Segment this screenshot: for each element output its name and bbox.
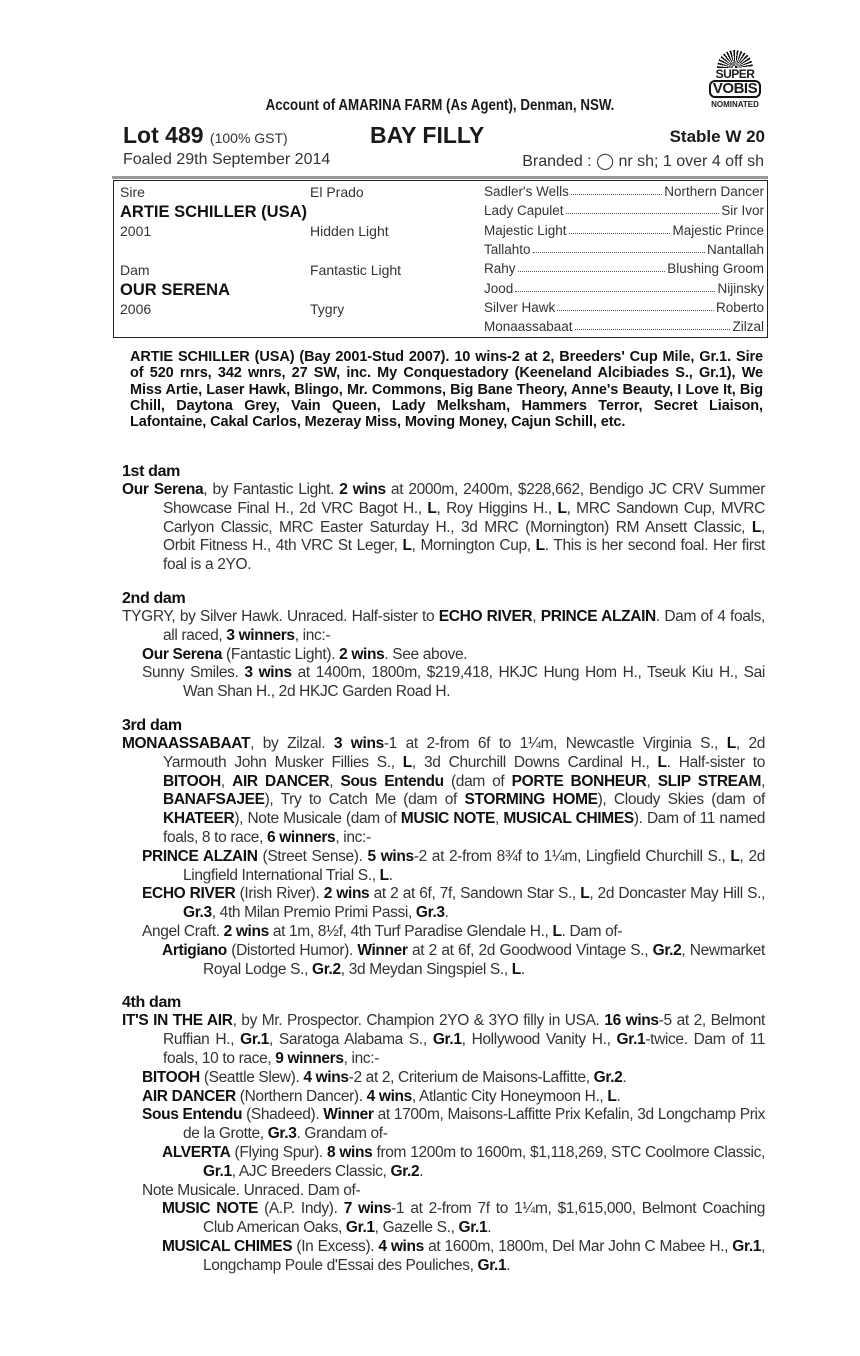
bold-text: 3 wins [333, 734, 384, 752]
ancestor: Tallahto [484, 241, 531, 257]
bold-text: BANAFSAJEE [163, 791, 265, 809]
dot-leader [533, 242, 705, 253]
bold-text: Our Serena [122, 481, 204, 498]
horse-sex-colour: BAY FILLY [370, 122, 485, 148]
text: , [532, 607, 541, 625]
dam-label: Dam [120, 262, 150, 278]
bold-text: 3 wins [244, 664, 292, 682]
bold-text: Gr.1 [458, 1219, 488, 1237]
sire-label: Sire [120, 184, 145, 200]
text: ), Note Musicale (dam of [234, 810, 401, 828]
pedigree-entry [122, 1238, 765, 1276]
bold-text: L [402, 537, 412, 555]
bold-text: BITOOH [163, 772, 221, 790]
text: , 2d Yarmouth John Musker Fillies S., [163, 734, 765, 771]
bold-text: Gr.1 [203, 1162, 232, 1180]
text: . Half-sister to [666, 753, 765, 771]
text: . See above. [384, 645, 468, 663]
pedigree-ancestor-row [484, 300, 764, 315]
text: , inc:- [294, 626, 331, 644]
section-heading: 1st dam [122, 463, 181, 480]
bold-text: 16 wins [604, 1012, 659, 1030]
bold-text: L [557, 499, 567, 517]
stable-location: Stable W 20 [669, 127, 765, 146]
text: , [495, 810, 504, 828]
text: (Irish River). [235, 885, 324, 903]
text: . This is her second foal. Her first foal is a 2YO. [163, 537, 765, 574]
text: at 2 at 6f, 2d Goodwood Vintage S., [407, 941, 653, 959]
text: Angel Craft. [142, 922, 224, 940]
bold-text: L [379, 866, 389, 884]
text: . Grandam of- [296, 1125, 388, 1143]
bold-text: 4 wins [303, 1068, 349, 1086]
sire-dam: Hidden Light [310, 223, 389, 239]
bold-text: MUSIC NOTE [162, 1200, 258, 1218]
section-heading: 2nd dam [122, 589, 186, 607]
foaled-date: Foaled 29th September 2014 [123, 151, 331, 168]
text: , AJC Breeders Classic, [231, 1162, 391, 1180]
text: at 2 at 6f, 7f, Sandown Star S., [369, 885, 581, 903]
pedigree-entry [122, 664, 765, 702]
text: ). Dam of 11 named foals, 8 to race, [163, 810, 766, 846]
text: at 1600m, 1800m, Del Mar John C Mabee H., [423, 1237, 733, 1255]
bold-text: 2 wins [223, 922, 269, 940]
text: , [646, 772, 658, 790]
text: -1 at 2-from 6f to 1¼m, Newcastle Virginia S., [383, 734, 727, 752]
bold-text: STORMING HOME [464, 791, 598, 809]
bold-text: KHATEER [163, 810, 235, 828]
bold-text: 2 wins [323, 885, 370, 903]
bold-text: Gr.2 [593, 1068, 623, 1086]
text: . [487, 1219, 492, 1237]
text: , Mornington Cup, [411, 537, 536, 555]
bold-text: PRINCE ALZAIN [540, 607, 656, 625]
text: -1 at 2-from 7f to 1¼m, $1,615,000, Belmont Coaching Club American Oaks, [203, 1200, 765, 1237]
sire-summary: ARTIE SCHILLER (USA) (Bay 2001-Stud 2007). 10 wins-2 at 2, Breeders' Cup Mile, Gr.1. Sire of 520 rnrs, 342 wnrs, 27 SW, inc. My Conquestadory (Keeneland Alcibiades S., Gr.1), We Miss Artie, Laser Hawk, Blingo, Mr. Commons, Big Bane Theory, Anne's Beauty, I Love It, Big Chill, Daytona Grey, Vain Queen, Lady Melksham, Hammers Terror, Secret Liaison, Lafontaine, Cakal Carlos, Mezeray Miss, Moving Money, Cajun Schill, etc. [130, 349, 763, 431]
dam-dam: Tygry [310, 301, 345, 317]
lot-label: Lot 489 [123, 122, 204, 148]
pedigree-ancestor-row [484, 223, 764, 238]
text: , 4th Milan Premio Primi Passi, [211, 904, 416, 922]
bold-text: Gr.3 [415, 904, 445, 922]
dot-leader [575, 319, 731, 330]
logo-line2: VOBIS [709, 80, 761, 98]
text: , Atlantic City Honeymoon H., [411, 1087, 608, 1105]
dot-leader [557, 300, 714, 311]
text: , [220, 772, 233, 790]
dot-leader [571, 184, 662, 195]
text: (Flying Spur). [230, 1143, 327, 1161]
text: at 2000m, 2400m, $228,662, Bendigo JC CRV Summer Showcase Final H., 2d VRC Bagot H., [163, 481, 766, 517]
sire-sire: El Prado [310, 184, 364, 200]
bold-text: 5 wins [367, 847, 414, 865]
dot-leader [569, 223, 671, 234]
bold-text: PORTE BONHEUR [511, 772, 647, 790]
bold-text: Artigiano [162, 941, 227, 959]
bold-text: 2 wins [339, 481, 386, 498]
vendor-account: Account of AMARINA FARM (As Agent), Denman, NSW. [265, 97, 615, 114]
gst-note: (100% GST) [209, 130, 288, 146]
section-heading: 4th dam [122, 994, 181, 1012]
ancestor: Lady Capulet [484, 203, 564, 219]
bold-text: SLIP STREAM [657, 772, 762, 790]
text: (In Excess). [292, 1237, 379, 1255]
branded-value: nr sh; 1 over 4 off sh [618, 153, 764, 170]
sire-year: 2001 [120, 223, 152, 239]
brand-mark-icon: ◯ [596, 153, 614, 170]
ancestor: Silver Hawk [484, 299, 556, 315]
ancestor-sire: Zilzal [732, 319, 764, 335]
dam-sire: Fantastic Light [310, 262, 402, 278]
pedigree-entry [122, 646, 765, 665]
text: , Saratoga Alabama S., [268, 1031, 433, 1049]
bold-text: Gr.3 [183, 904, 212, 922]
pedigree-entry [122, 1144, 765, 1182]
text: (Northern Dancer). [235, 1087, 367, 1105]
text: (dam of [443, 772, 512, 790]
text: , by Mr. Prospector. Champion 2YO & 3YO filly in USA. [232, 1012, 605, 1030]
text: , [761, 772, 766, 790]
bold-text: Winner [323, 1106, 374, 1124]
text: . [506, 1256, 511, 1274]
text: , 3d Churchill Downs Cardinal H., [411, 753, 658, 771]
pedigree-ancestor-row [484, 281, 764, 296]
text: , [329, 772, 341, 790]
bold-text: Gr.2 [652, 941, 682, 959]
pedigree-entry [122, 1012, 765, 1068]
pedigree-entry [122, 942, 765, 980]
text: , Longchamp Poule d'Essai des Pouliches, [203, 1237, 766, 1274]
bold-text: MUSICAL CHIMES [162, 1237, 293, 1255]
pedigree-table [113, 180, 768, 338]
bold-text: AIR DANCER [232, 772, 330, 790]
bold-text: Sous Entendu [142, 1106, 243, 1124]
bold-text: L [427, 499, 437, 517]
text: , Orbit Fitness H., 4th VRC St Leger, [163, 518, 765, 555]
text: , inc:- [343, 1049, 380, 1067]
text: , 2d Lingfield International Trial S., [183, 847, 765, 884]
text: (Seattle Slew). [199, 1068, 304, 1086]
pedigree-entry [122, 1106, 765, 1144]
dam-year: 2006 [120, 301, 152, 317]
bold-text: Gr.2 [390, 1162, 420, 1180]
ancestor-sire: Nantallah [706, 241, 764, 257]
bold-text: Gr.2 [312, 960, 341, 978]
pedigree-entry [122, 608, 765, 646]
text: (Street Sense). [257, 847, 368, 865]
bold-text: L [726, 734, 736, 752]
branded-label: Branded : [522, 153, 592, 170]
dam-name: OUR SERENA [120, 281, 231, 299]
pedigree-entry [122, 1200, 765, 1238]
text: -2 at 2-from 8¾f to 1¼m, Lingfield Churchill S., [413, 847, 731, 865]
bold-text: AIR DANCER [142, 1087, 236, 1105]
pedigree-ancestor-row [484, 261, 764, 276]
bold-text: L [580, 885, 590, 903]
bold-text: L [730, 847, 740, 865]
sun-icon [717, 50, 753, 68]
bold-text: BITOOH [142, 1068, 200, 1086]
dot-leader [518, 261, 666, 272]
text: . [444, 904, 449, 922]
text: -2 at 2, Criterium de Maisons-Laffitte, [348, 1068, 594, 1086]
text: . Dam of- [561, 922, 623, 940]
text: -5 at 2, Belmont Ruffian H., [163, 1012, 765, 1049]
bold-text: L [657, 753, 667, 771]
pedigree-entry [122, 1069, 765, 1088]
bold-text: Gr.1 [345, 1219, 375, 1237]
text: , Roy Higgins H., [436, 499, 558, 517]
text: ), Cloudy Skies (dam of [597, 791, 765, 809]
pedigree-entry [122, 885, 765, 923]
dam-lines [122, 462, 765, 1275]
pedigree-ancestor-row [484, 319, 764, 334]
text: at 1700m, Maisons-Laffitte Prix Kefalin, 3d Longchamp Prix de la Grotte, [183, 1106, 765, 1143]
text: , inc:- [335, 828, 371, 846]
bold-text: ALVERTA [162, 1143, 231, 1161]
bold-text: ECHO RIVER [142, 885, 236, 903]
bold-text: L [607, 1087, 617, 1105]
text: . [419, 1162, 424, 1180]
pedigree-entry [122, 1182, 765, 1201]
bold-text: L [535, 537, 545, 555]
pedigree-entry [122, 735, 765, 848]
text: . [622, 1068, 627, 1086]
text: , Hollywood Vanity H., [461, 1031, 617, 1049]
text: at 1m, 8½f, 4th Turf Paradise Glendale H., [268, 922, 553, 940]
bold-text: Gr.1 [616, 1031, 646, 1049]
bold-text: 9 winners [275, 1049, 344, 1067]
text: Note Musicale. Unraced. Dam of- [142, 1181, 361, 1199]
section-heading: 3rd dam [122, 716, 182, 734]
bold-text: MONAASSABAAT [122, 734, 251, 752]
ancestor-sire: Majestic Prince [672, 222, 764, 238]
bold-text: 3 winners [226, 626, 295, 644]
text: (Fantastic Light). [222, 645, 340, 663]
text: . Dam of 4 foals, all raced, [163, 607, 765, 644]
bold-text: Sous Entendu [340, 772, 444, 790]
ancestor: Rahy [484, 261, 516, 277]
bold-text: Gr.1 [732, 1237, 762, 1255]
text: , by Fantastic Light. [203, 481, 340, 498]
ancestor: Sadler's Wells [484, 184, 569, 199]
text: (Shadeed). [242, 1106, 324, 1124]
bold-text: 7 wins [343, 1200, 392, 1218]
text: ), Try to Catch Me (dam of [264, 791, 465, 809]
bold-text: Gr.1 [477, 1256, 507, 1274]
bold-text: IT'S IN THE AIR [122, 1012, 233, 1030]
bold-text: 4 wins [366, 1087, 412, 1105]
pedigree-ancestor-row [484, 242, 764, 257]
bold-text: 2 wins [339, 645, 385, 663]
lot-number [123, 122, 288, 149]
bold-text: 6 winners [266, 828, 336, 846]
bold-text: Gr.1 [240, 1031, 269, 1049]
bold-text: Gr.1 [432, 1031, 462, 1049]
dot-leader [515, 281, 715, 292]
brand-info [522, 151, 764, 171]
pedigree-entry [122, 848, 765, 886]
ancestor: Monaassabaat [484, 319, 573, 335]
bold-text: 8 wins [326, 1143, 373, 1161]
bold-text: Winner [357, 941, 408, 959]
text: , 3d Meydan Singspiel S., [340, 960, 512, 978]
text: , Gazelle S., [374, 1219, 459, 1237]
sire-name: ARTIE SCHILLER (USA) [120, 203, 307, 221]
ancestor-sire: Blushing Groom [667, 261, 764, 277]
bold-text: MUSICAL CHIMES [503, 810, 634, 828]
pedigree-entry [122, 481, 765, 575]
bold-text: Gr.3 [267, 1125, 297, 1143]
bold-text: PRINCE ALZAIN [142, 847, 258, 865]
bold-text: L [402, 753, 412, 771]
logo-line3: NOMINATED [711, 100, 759, 109]
bold-text: MUSIC NOTE [400, 810, 496, 828]
dot-leader [566, 203, 720, 214]
ancestor: Majestic Light [484, 222, 567, 238]
text: (Distorted Humor). [226, 941, 358, 959]
bold-text: ECHO RIVER [438, 607, 533, 625]
ancestor-sire: Sir Ivor [721, 203, 764, 219]
bold-text: L [552, 922, 562, 940]
bold-text: L [511, 960, 521, 978]
pedigree-ancestor-row [484, 203, 764, 218]
pedigree-ancestor-row [484, 184, 764, 199]
text: . [616, 1087, 621, 1105]
text: , Newmarket Royal Lodge S., [203, 941, 765, 978]
ancestor-sire: Nijinsky [717, 280, 764, 296]
text: at 1400m, 1800m, $219,418, HKJC Hung Hom H., Tseuk Kiu H., Sai Wan Shan H., 2d HKJC Garden Road H. [183, 664, 765, 701]
text: , 2d Doncaster May Hill S., [589, 885, 766, 903]
divider [112, 176, 768, 179]
text: . [388, 866, 393, 884]
ancestor-sire: Northern Dancer [664, 184, 764, 199]
text: -twice. Dam of 11 foals, 10 to race, [163, 1031, 765, 1067]
ancestor-sire: Roberto [715, 299, 764, 315]
pedigree-entry [122, 923, 765, 942]
bold-text: 4 wins [378, 1237, 424, 1255]
text: (A.P. Indy). [257, 1200, 344, 1218]
text: from 1200m to 1600m, $1,118,269, STC Coolmore Classic, [372, 1143, 766, 1161]
text: , by Zilzal. [250, 734, 334, 752]
text: Sunny Smiles. [142, 664, 245, 682]
ancestor: Jood [484, 280, 514, 296]
text: . [520, 960, 525, 978]
text: , MRC Sandown Cup, MVRC Carlyon Classic, MRC Easter Saturday H., 3d MRC (Mornington) RM Ansett Classic, [163, 499, 765, 536]
bold-text: Our Serena [142, 645, 223, 663]
logo-line1: SUPER [715, 67, 755, 81]
bold-text: L [751, 518, 762, 536]
text: TYGRY, by Silver Hawk. Unraced. Half-sister to [122, 607, 439, 625]
pedigree-entry [122, 1088, 765, 1107]
